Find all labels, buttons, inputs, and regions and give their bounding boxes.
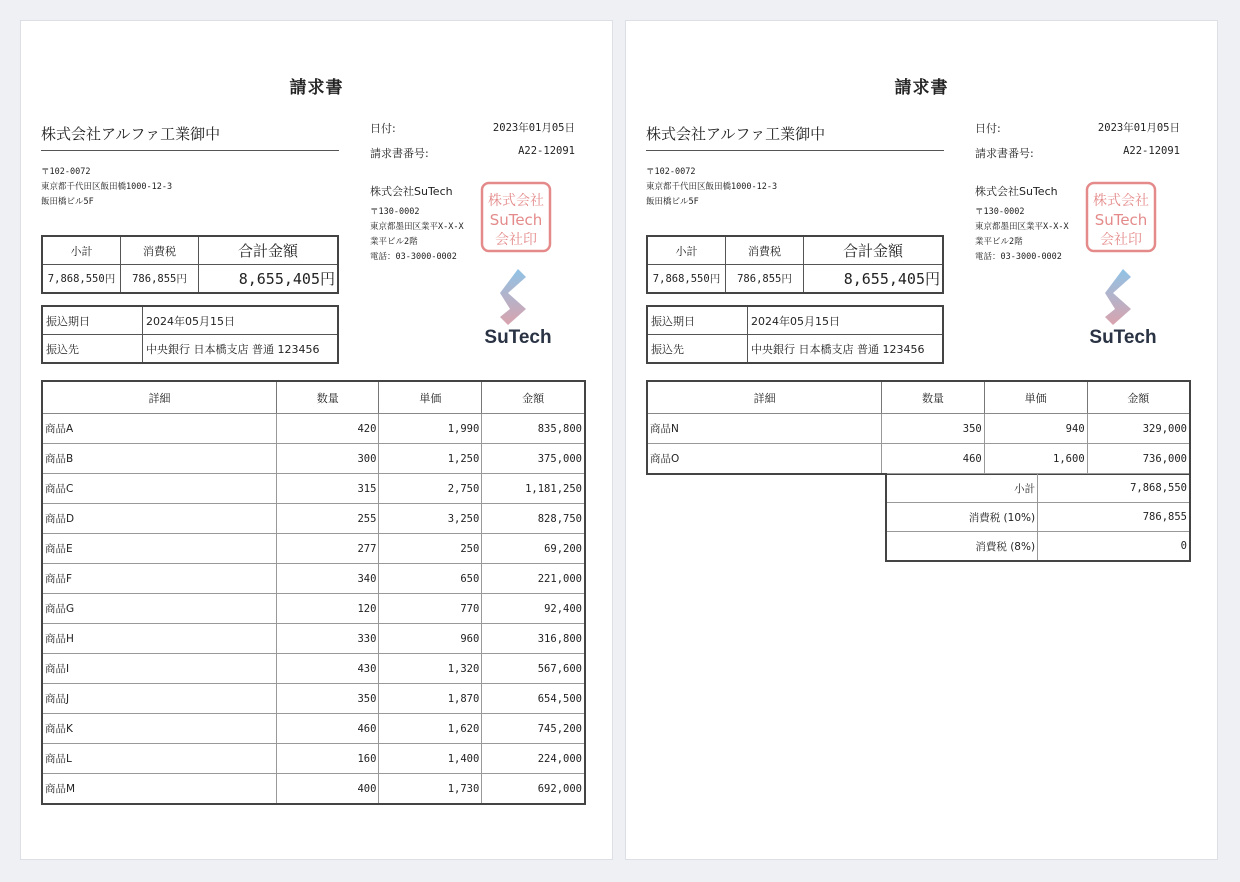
recipient-name: 株式会社アルファ工業御中 xyxy=(646,123,944,151)
recipient-address xyxy=(41,165,172,210)
item-unit-price: 1,990 xyxy=(379,414,482,444)
item-unit-price: 1,250 xyxy=(379,444,482,474)
summary-table xyxy=(41,235,339,294)
item-amount: 1,181,250 xyxy=(482,474,585,504)
item-quantity: 460 xyxy=(882,444,985,475)
detail-header: 単価 xyxy=(984,381,1087,414)
recipient-address-line: 飯田橋ビル5F xyxy=(646,197,699,207)
total-value: 8,655,405円 xyxy=(804,265,944,294)
item-name: 商品K xyxy=(42,714,276,744)
invoice-page xyxy=(20,20,613,860)
item-unit-price: 1,730 xyxy=(379,774,482,805)
recipient-address-line: 飯田橋ビル5F xyxy=(41,197,94,207)
totals-label: 小計 xyxy=(886,474,1038,503)
due-date-label: 振込期日 xyxy=(647,306,748,335)
item-name: 商品O xyxy=(647,444,882,475)
tax-value: 786,855円 xyxy=(726,265,804,294)
item-quantity: 400 xyxy=(276,774,378,805)
date-label: 日付: xyxy=(975,122,1001,135)
totals-row xyxy=(886,474,1190,503)
table-row xyxy=(647,444,1190,475)
item-quantity: 350 xyxy=(276,684,378,714)
total-value: 8,655,405円 xyxy=(199,265,339,294)
seal-text: 株式会社 xyxy=(488,193,544,209)
seal-text: SuTech xyxy=(1094,211,1148,229)
company-seal-icon xyxy=(480,181,552,253)
item-name: 商品H xyxy=(42,624,276,654)
recipient-name: 株式会社アルファ工業御中 xyxy=(41,123,339,151)
issuer-address-line: 〒130-0002 xyxy=(370,207,420,217)
subtotal-label: 小計 xyxy=(647,236,726,265)
detail-header: 金額 xyxy=(482,381,585,414)
issuer-address-line: 電話：03-3000-0002 xyxy=(975,252,1062,262)
item-amount: 92,400 xyxy=(482,594,585,624)
totals-value: 786,855 xyxy=(1038,503,1190,532)
issuer-address-line: 業平ビル2階 xyxy=(975,237,1023,247)
company-logo-icon xyxy=(1085,269,1161,349)
issuer-address-line: 電話：03-3000-0002 xyxy=(370,252,457,262)
subtotal-value: 7,868,550円 xyxy=(647,265,726,294)
item-quantity: 330 xyxy=(276,624,378,654)
date-value: 2023年01月05日 xyxy=(1097,122,1180,134)
logo-text: SuTech xyxy=(1089,327,1157,348)
item-unit-price: 960 xyxy=(379,624,482,654)
recipient-address-line: 〒102-0072 xyxy=(646,167,696,177)
item-unit-price: 770 xyxy=(379,594,482,624)
totals-value: 7,868,550 xyxy=(1038,474,1190,503)
totals-row xyxy=(886,503,1190,532)
issuer-address xyxy=(975,205,1069,265)
item-name: 商品C xyxy=(42,474,276,504)
item-amount: 736,000 xyxy=(1087,444,1190,475)
issuer-name: 株式会社SuTech xyxy=(370,185,453,198)
totals-row xyxy=(886,532,1190,562)
item-name: 商品D xyxy=(42,504,276,534)
table-row xyxy=(42,444,585,474)
item-amount: 567,600 xyxy=(482,654,585,684)
item-unit-price: 1,320 xyxy=(379,654,482,684)
detail-header: 詳細 xyxy=(647,381,882,414)
detail-header-row xyxy=(42,381,585,414)
seal-text: 会社印 xyxy=(1100,232,1142,248)
item-quantity: 120 xyxy=(276,594,378,624)
item-quantity: 340 xyxy=(276,564,378,594)
table-row xyxy=(42,564,585,594)
date-label: 日付: xyxy=(370,122,396,135)
invoice-title: 請求書 xyxy=(894,78,949,98)
item-amount: 692,000 xyxy=(482,774,585,805)
item-amount: 221,000 xyxy=(482,564,585,594)
detail-header: 数量 xyxy=(882,381,985,414)
table-row xyxy=(42,594,585,624)
item-unit-price: 3,250 xyxy=(379,504,482,534)
item-amount: 828,750 xyxy=(482,504,585,534)
item-name: 商品A xyxy=(42,414,276,444)
table-row xyxy=(42,474,585,504)
company-seal-icon xyxy=(1085,181,1157,253)
recipient-address-line: 東京都千代田区飯田橋1000-12-3 xyxy=(41,182,173,192)
recipient-address xyxy=(646,165,777,210)
issuer-address-line: 東京都墨田区業平X-X-X xyxy=(975,222,1069,232)
item-name: 商品J xyxy=(42,684,276,714)
account-label: 振込先 xyxy=(42,335,143,364)
table-row xyxy=(42,684,585,714)
item-quantity: 300 xyxy=(276,444,378,474)
totals-label: 消費税 (10%) xyxy=(886,503,1038,532)
totals-table xyxy=(885,473,1191,562)
table-row xyxy=(42,624,585,654)
invoice-number-label: 請求書番号: xyxy=(370,147,429,160)
company-logo-icon xyxy=(480,269,556,349)
item-name: 商品G xyxy=(42,594,276,624)
due-date-label: 振込期日 xyxy=(42,306,143,335)
item-name: 商品M xyxy=(42,774,276,805)
date-value: 2023年01月05日 xyxy=(492,122,575,134)
item-amount: 69,200 xyxy=(482,534,585,564)
invoice-number-value: A22-12091 xyxy=(518,145,575,157)
item-unit-price: 650 xyxy=(379,564,482,594)
item-amount: 224,000 xyxy=(482,744,585,774)
invoice-title: 請求書 xyxy=(289,78,344,98)
item-name: 商品E xyxy=(42,534,276,564)
item-quantity: 315 xyxy=(276,474,378,504)
item-name: 商品I xyxy=(42,654,276,684)
table-row xyxy=(42,534,585,564)
issuer-address-line: 業平ビル2階 xyxy=(370,237,418,247)
due-date-value: 2024年05月15日 xyxy=(143,306,339,335)
item-quantity: 420 xyxy=(276,414,378,444)
item-amount: 835,800 xyxy=(482,414,585,444)
item-amount: 375,000 xyxy=(482,444,585,474)
item-unit-price: 1,620 xyxy=(379,714,482,744)
recipient-address-line: 東京都千代田区飯田橋1000-12-3 xyxy=(646,182,778,192)
account-value: 中央銀行 日本橋支店 普通 123456 xyxy=(748,335,944,364)
item-unit-price: 2,750 xyxy=(379,474,482,504)
account-label: 振込先 xyxy=(647,335,748,364)
issuer-address xyxy=(370,205,464,265)
table-row xyxy=(42,774,585,805)
subtotal-value: 7,868,550円 xyxy=(42,265,121,294)
detail-header: 金額 xyxy=(1087,381,1190,414)
item-name: 商品F xyxy=(42,564,276,594)
detail-header: 詳細 xyxy=(42,381,276,414)
table-row xyxy=(42,654,585,684)
recipient-address-line: 〒102-0072 xyxy=(41,167,91,177)
detail-header: 数量 xyxy=(276,381,378,414)
item-amount: 316,800 xyxy=(482,624,585,654)
issuer-address-line: 〒130-0002 xyxy=(975,207,1025,217)
table-row xyxy=(647,414,1190,444)
item-unit-price: 1,400 xyxy=(379,744,482,774)
totals-label: 消費税 (8%) xyxy=(886,532,1038,562)
total-label: 合計金額 xyxy=(199,236,339,265)
detail-table xyxy=(41,380,586,805)
item-quantity: 277 xyxy=(276,534,378,564)
item-unit-price: 940 xyxy=(984,414,1087,444)
invoice-number-label: 請求書番号: xyxy=(975,147,1034,160)
total-label: 合計金額 xyxy=(804,236,944,265)
totals-value: 0 xyxy=(1038,532,1190,562)
issuer-name: 株式会社SuTech xyxy=(975,185,1058,198)
item-quantity: 430 xyxy=(276,654,378,684)
item-quantity: 350 xyxy=(882,414,985,444)
tax-label: 消費税 xyxy=(726,236,804,265)
invoice-number-value: A22-12091 xyxy=(1123,145,1180,157)
item-amount: 329,000 xyxy=(1087,414,1190,444)
item-name: 商品L xyxy=(42,744,276,774)
item-quantity: 460 xyxy=(276,714,378,744)
tax-label: 消費税 xyxy=(121,236,199,265)
issuer-address-line: 東京都墨田区業平X-X-X xyxy=(370,222,464,232)
tax-value: 786,855円 xyxy=(121,265,199,294)
seal-text: 株式会社 xyxy=(1093,193,1149,209)
item-unit-price: 1,600 xyxy=(984,444,1087,475)
detail-header-row xyxy=(647,381,1190,414)
logo-text: SuTech xyxy=(484,327,552,348)
account-value: 中央銀行 日本橋支店 普通 123456 xyxy=(143,335,339,364)
invoice-page xyxy=(625,20,1218,860)
table-row xyxy=(42,414,585,444)
subtotal-label: 小計 xyxy=(42,236,121,265)
payment-table xyxy=(646,305,944,364)
item-name: 商品B xyxy=(42,444,276,474)
item-quantity: 255 xyxy=(276,504,378,534)
item-quantity: 160 xyxy=(276,744,378,774)
payment-table xyxy=(41,305,339,364)
table-row xyxy=(42,744,585,774)
table-row xyxy=(42,504,585,534)
summary-table xyxy=(646,235,944,294)
item-amount: 654,500 xyxy=(482,684,585,714)
item-amount: 745,200 xyxy=(482,714,585,744)
item-unit-price: 1,870 xyxy=(379,684,482,714)
detail-header: 単価 xyxy=(379,381,482,414)
item-name: 商品N xyxy=(647,414,882,444)
detail-table xyxy=(646,380,1191,475)
table-row xyxy=(42,714,585,744)
due-date-value: 2024年05月15日 xyxy=(748,306,944,335)
item-unit-price: 250 xyxy=(379,534,482,564)
seal-text: 会社印 xyxy=(495,232,537,248)
seal-text: SuTech xyxy=(489,211,543,229)
